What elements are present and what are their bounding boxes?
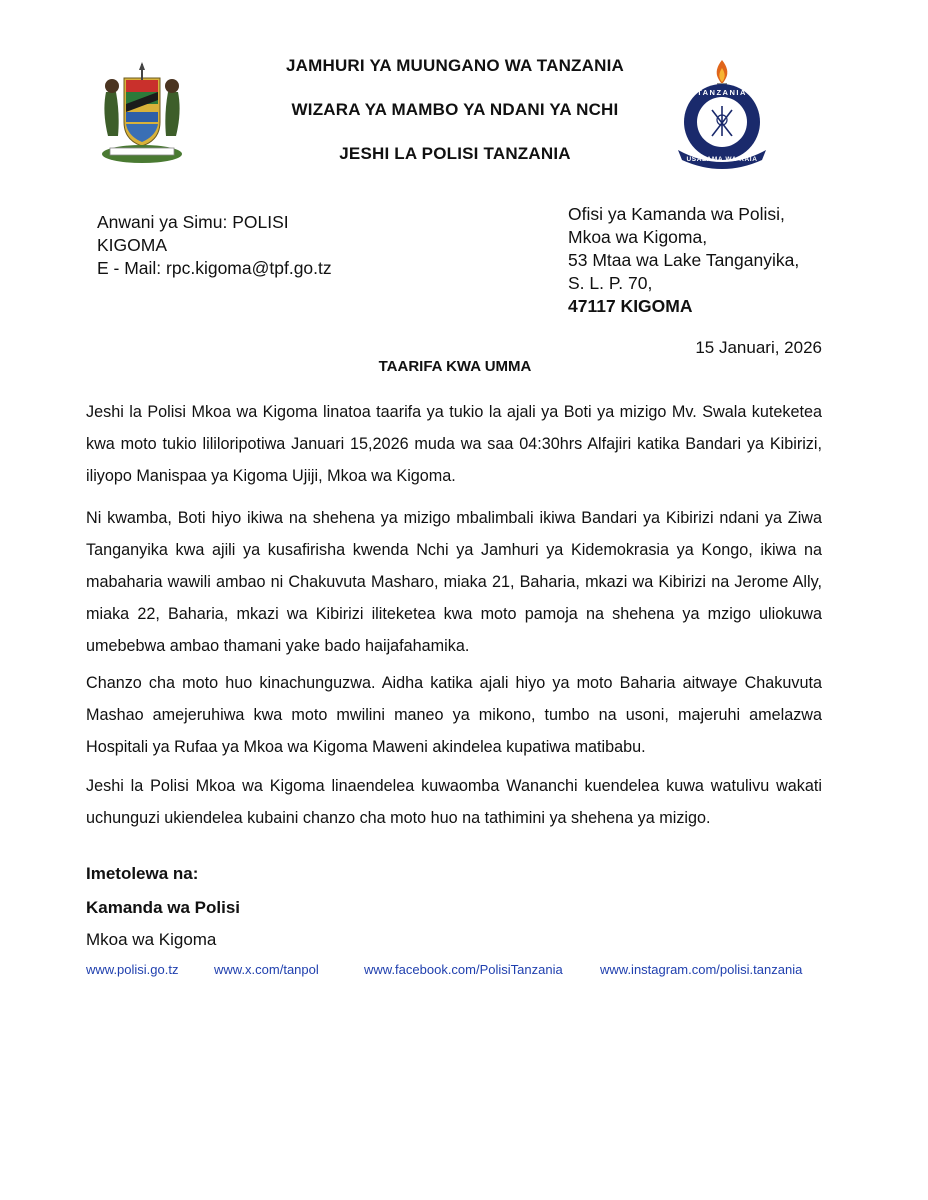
office-line-3: 53 Mtaa wa Lake Tanganyika, bbox=[568, 250, 800, 270]
link-instagram[interactable]: www.instagram.com/polisi.tanzania bbox=[600, 962, 803, 977]
issued-by-label: Imetolewa na: bbox=[86, 864, 199, 883]
police-logo-emblem bbox=[672, 58, 772, 170]
contact-phone: Anwani ya Simu: POLISI bbox=[97, 212, 289, 232]
paragraph-1: Jeshi la Polisi Mkoa wa Kigoma linatoa taarifa ya tukio la ajali ya Boti ya mizigo Mv. Swala kuteketea kwa moto tukio lililoripotiwa Januari 15,2026 muda wa saa 04:30hrs Alfajiri katika Bandari ya Kibirizi, iliyopo Manispaa ya Kigoma Ujiji, Mkoa wa Kigoma. bbox=[86, 403, 822, 485]
coat-of-arms-emblem bbox=[96, 62, 188, 166]
police-logo-ribbon-text: USALAMA WA RAIA bbox=[686, 156, 758, 163]
police-logo-inner-text: POLISI bbox=[707, 136, 737, 143]
contact-email: E - Mail: rpc.kigoma@tpf.go.tz bbox=[97, 258, 332, 278]
signatory-region: Mkoa wa Kigoma bbox=[86, 930, 217, 949]
paragraph-4: Jeshi la Polisi Mkoa wa Kigoma linaendelea kuwaomba Wananchi kuendelea kuwa watulivu wakati uchunguzi ukiendelea kubaini chanzo cha moto huo na tathimini ya shehena ya mizigo. bbox=[86, 777, 822, 827]
header-police-force: JESHI LA POLISI TANZANIA bbox=[339, 144, 571, 163]
office-line-2: Mkoa wa Kigoma, bbox=[568, 227, 708, 247]
police-logo-top-text: TANZANIA bbox=[697, 88, 747, 97]
document-title: TAARIFA KWA UMMA bbox=[378, 358, 532, 375]
office-address-block bbox=[568, 203, 799, 318]
office-line-5: 47117 KIGOMA bbox=[568, 296, 693, 316]
link-facebook[interactable]: www.facebook.com/PolisiTanzania bbox=[364, 962, 563, 977]
office-line-1: Ofisi ya Kamanda wa Polisi, bbox=[568, 204, 785, 224]
contact-block bbox=[97, 211, 332, 280]
letter-date: 15 Januari, 2026 bbox=[695, 338, 822, 357]
signatory-title: Kamanda wa Polisi bbox=[86, 898, 240, 917]
header-country: JAMHURI YA MUUNGANO WA TANZANIA bbox=[285, 56, 624, 75]
paragraph-2: Ni kwamba, Boti hiyo ikiwa na shehena ya mizigo mbalimbali ikiwa Bandari ya Kibirizi ndani ya Ziwa Tanganyika kwa ajili ya kusafirisha kwenda Nchi ya Jamhuri ya Kidemokrasia ya Kongo, ikiwa na mabaharia wawili ambao ni Chakuvuta Masharo, miaka 21, Baharia, mkazi wa Kibirizi na Jerome Ally, miaka 22, Baharia, mkazi wa Kibirizi iliteketea kwa moto pamoja na shehena ya mzigo uliokuwa umebebwa ambao thamani yake bado haijafahamika. bbox=[86, 509, 822, 655]
link-x[interactable]: www.x.com/tanpol bbox=[214, 962, 319, 977]
header-ministry: WIZARA YA MAMBO YA NDANI YA NCHI bbox=[291, 100, 619, 119]
office-line-4: S. L. P. 70, bbox=[568, 273, 653, 293]
paragraph-3: Chanzo cha moto huo kinachunguzwa. Aidha katika ajali hiyo ya moto Baharia aitwaye Chakuvuta Mashao amejeruhiwa kwa moto mwilini maneo ya mikono, tumbo na usoni, majeruhi amelazwa Hospitali ya Rufaa ya Mkoa wa Kigoma Maweni akindelea kupatiwa matibabu. bbox=[86, 674, 822, 756]
contact-phone-city: KIGOMA bbox=[97, 235, 168, 255]
link-website[interactable]: www.polisi.go.tz bbox=[86, 962, 179, 977]
